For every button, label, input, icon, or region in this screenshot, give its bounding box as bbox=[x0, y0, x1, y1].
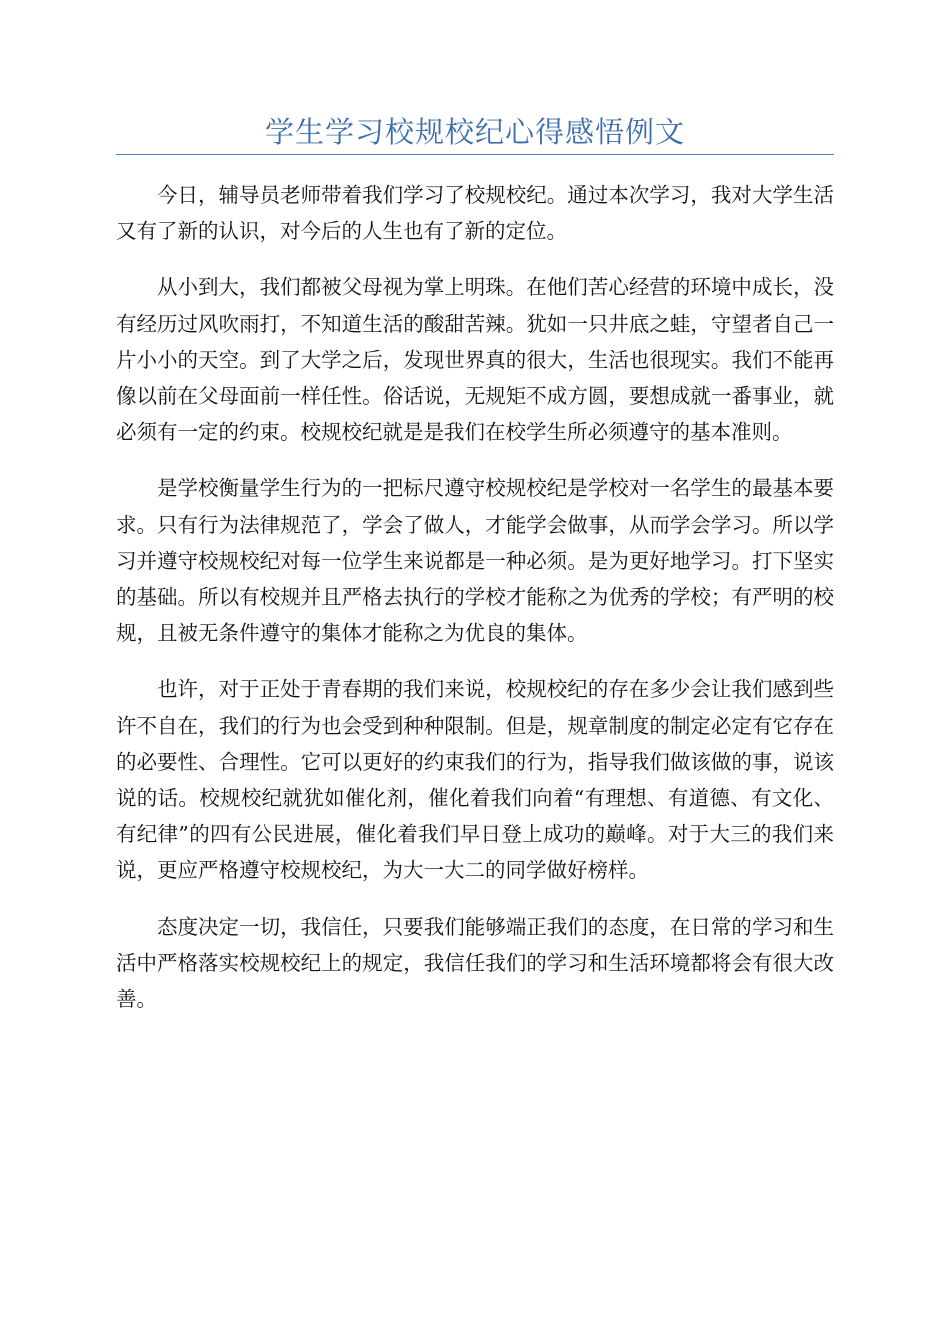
document-title: 学生学习校规校纪心得感悟例文 bbox=[264, 115, 685, 149]
paragraph-2: 从小到大，我们都被父母视为掌上明珠。在他们苦心经营的环境中成长，没有经历过风吹雨打，不知道生活的酸甜苦辣。犹如一只井底之蛙，守望者自己一片小小的天空。到了大学之后，发现世界真的很大，生活也很现实。我们不能再像以前在父母面前一样任性。俗话说，无规矩不成方圆，要想成就一番事业，就必须有一定的约束。校规校纪就是是我们在校学生所必须遵守的基本准则。 bbox=[116, 275, 834, 445]
document-body bbox=[116, 177, 834, 1037]
paragraph-5: 态度决定一切，我信任，只要我们能够端正我们的态度，在日常的学习和生活中严格落实校规校纪上的规定，我信任我们的学习和生活环境都将会有很大改善。 bbox=[116, 914, 834, 1012]
paragraph-1: 今日，辅导员老师带着我们学习了校规校纪。通过本次学习，我对大学生活又有了新的认识，对今后的人生也有了新的定位。 bbox=[116, 183, 834, 244]
title-underline bbox=[116, 154, 834, 155]
paragraph-4: 也许，对于正处于青春期的我们来说，校规校纪的存在多少会让我们感到些许不自在，我们的行为也会受到种种限制。但是，规章制度的制定必定有它存在的必要性、合理性。它可以更好的约束我们的行为，指导我们做该做的事，说该说的话。校规校纪就犹如催化剂，催化着我们向着“有理想、有道德、有文化、有纪律”的四有公民进展，催化着我们早日登上成功的巅峰。对于大三的我们来说，更应严格遵守校规校纪，为大一大二的同学做好榜样。 bbox=[116, 677, 834, 883]
paragraph-3: 是学校衡量学生行为的一把标尺遵守校规校纪是学校对一名学生的最基本要求。只有行为法律规范了，学会了做人，才能学会做事，从而学会学习。所以学习并遵守校规校纪对每一位学生来说都是一种必须。是为更好地学习。打下坚实的基础。所以有校规并且严格去执行的学校才能称之为优秀的学校；有严明的校规，且被无条件遵守的集体才能称之为优良的集体。 bbox=[116, 476, 834, 646]
